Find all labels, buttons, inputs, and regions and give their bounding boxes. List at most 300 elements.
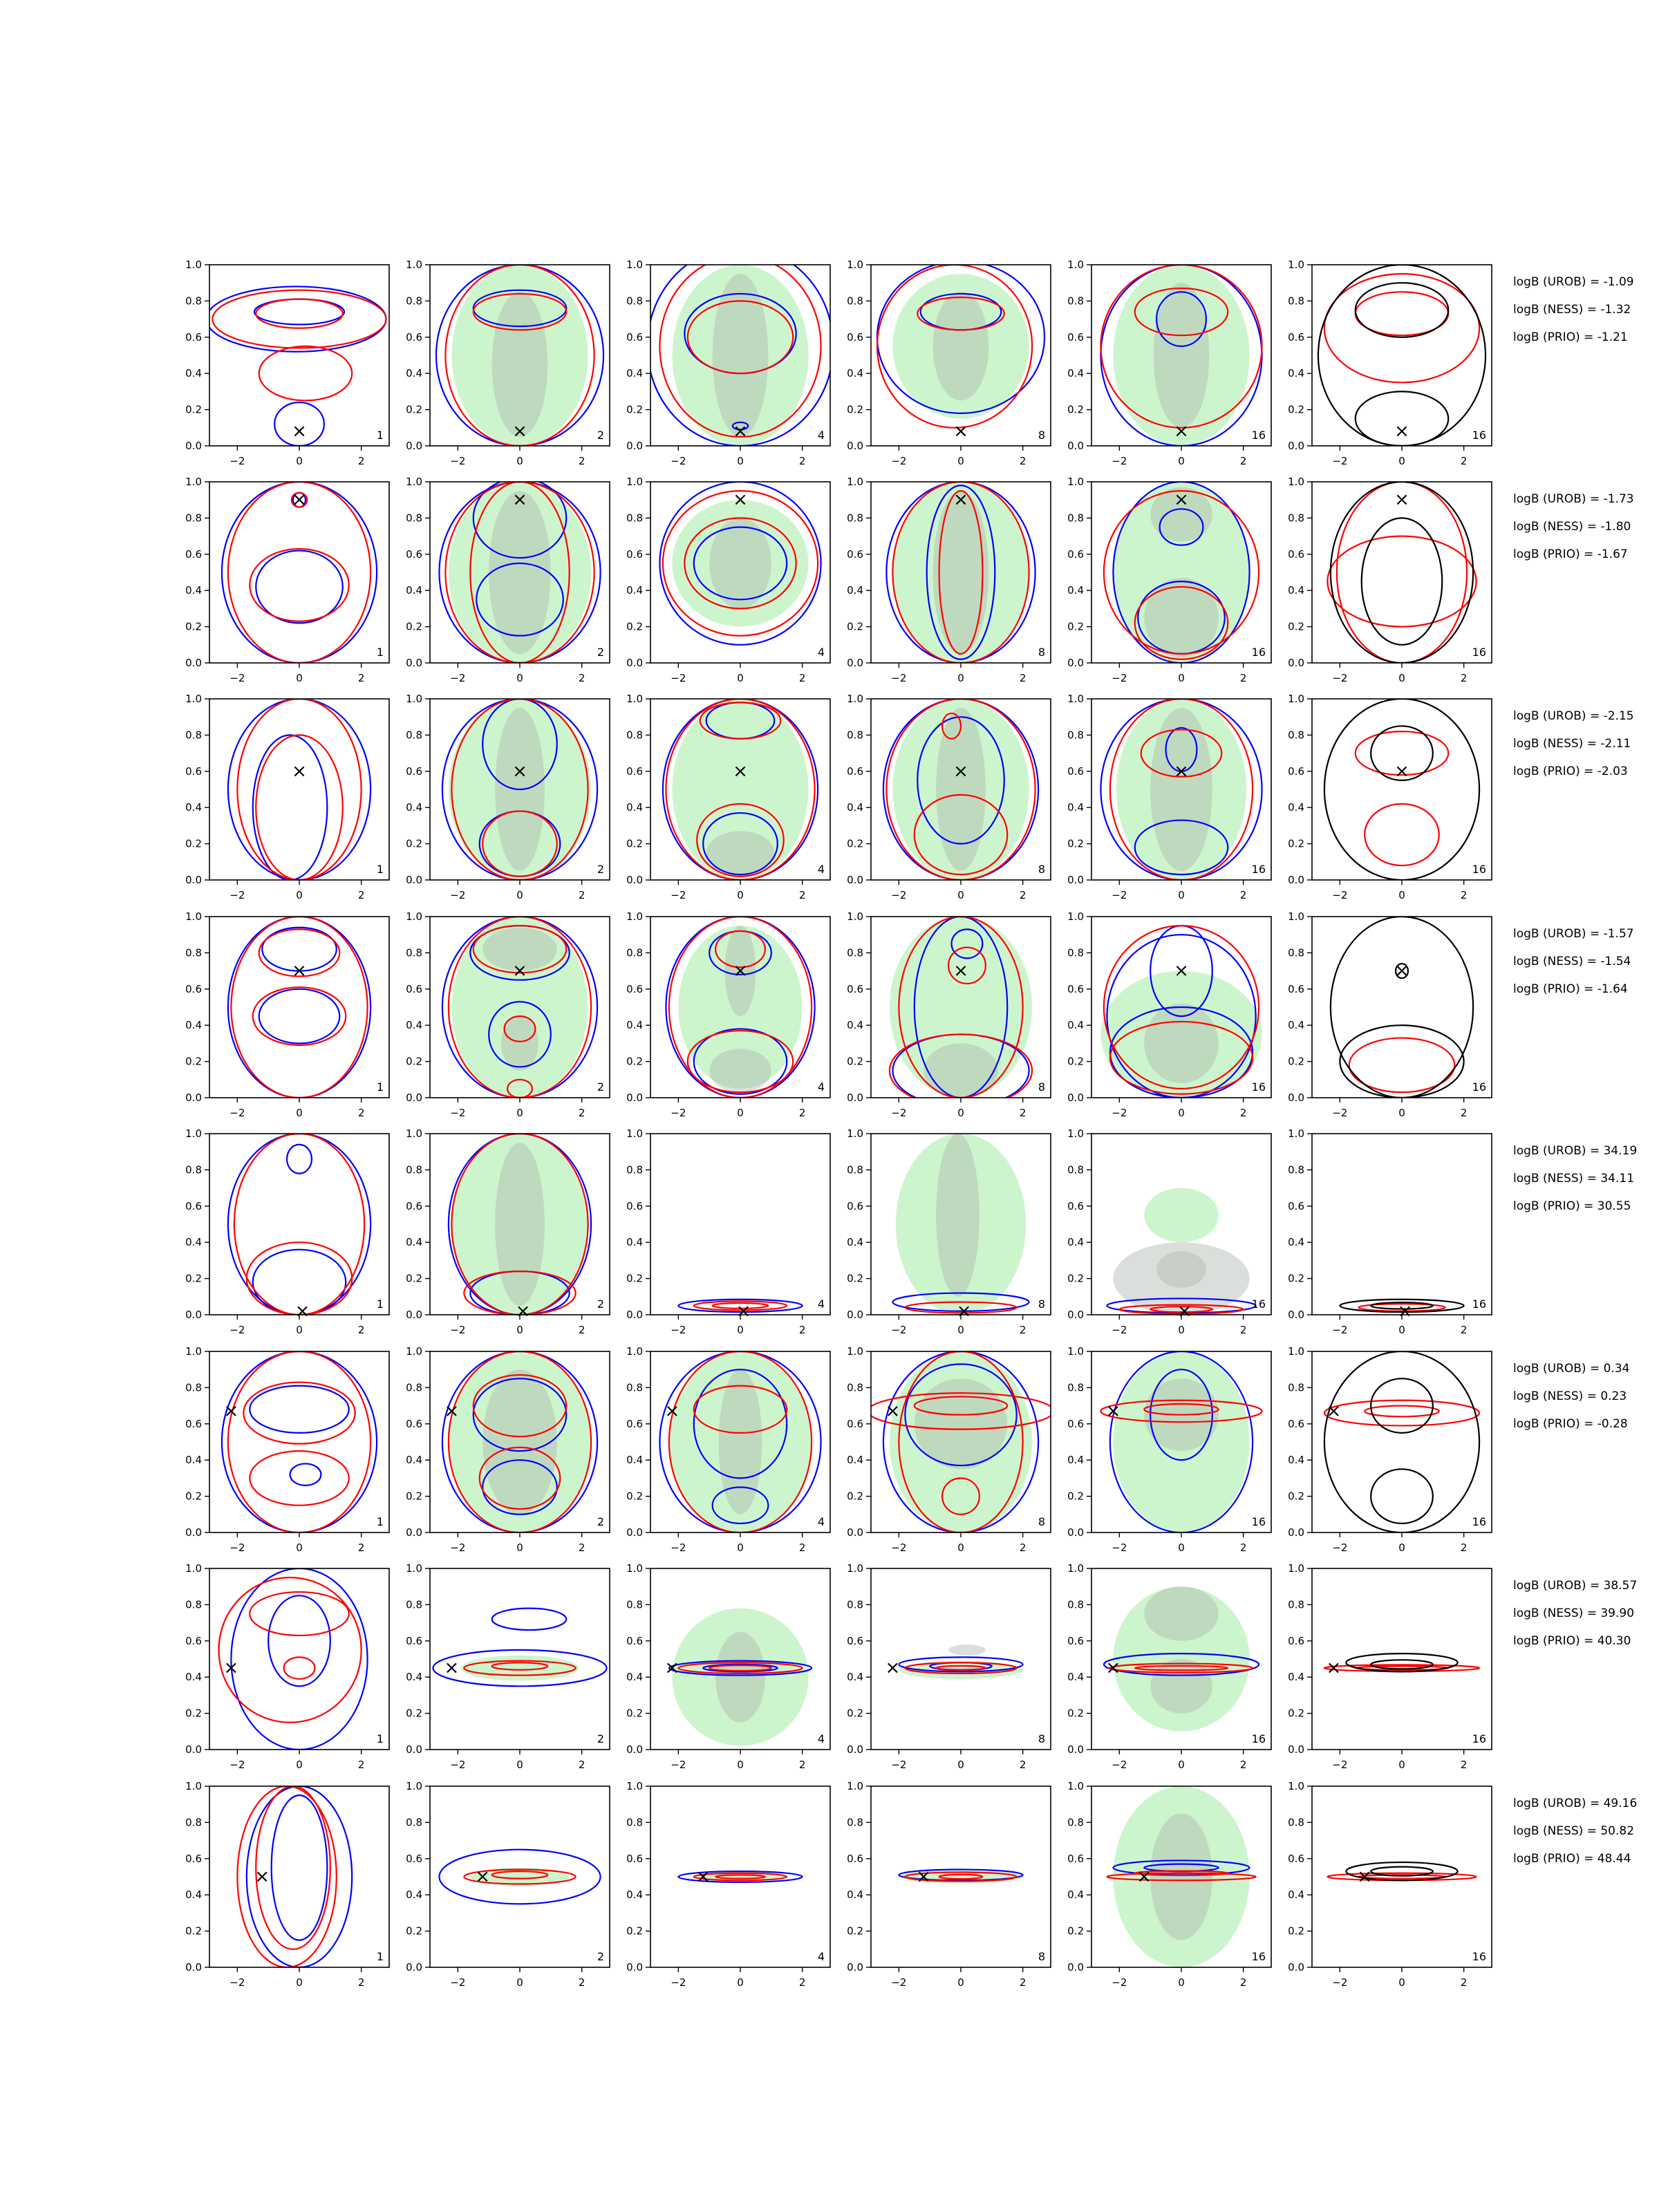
y-tick-label: 0.0 <box>626 1091 643 1104</box>
y-tick-label: 0.0 <box>847 1526 863 1539</box>
logb-annotation: logB (NESS) = 39.90 <box>1513 1606 1635 1620</box>
y-tick-label: 1.0 <box>626 1780 643 1792</box>
y-tick-label: 0.0 <box>185 1961 202 1974</box>
y-tick-label: 0.2 <box>406 1924 422 1938</box>
panel-count-label: 8 <box>1038 1515 1045 1528</box>
y-tick-label: 0.4 <box>406 1671 422 1684</box>
panel-r1-c5 <box>1067 259 1271 467</box>
truth-marker: × <box>292 489 307 511</box>
y-tick-label: 0.2 <box>1288 1924 1304 1938</box>
axes-frame <box>209 699 389 880</box>
plot-area <box>1318 265 1485 446</box>
panel-r1-c4 <box>847 259 1051 467</box>
y-tick-label: 0.4 <box>847 367 863 380</box>
x-tick-label: 2 <box>798 1759 806 1771</box>
x-tick-label: 0 <box>516 1976 523 1989</box>
y-tick-label: 1.0 <box>1288 259 1304 271</box>
y-tick-label: 1.0 <box>847 693 863 705</box>
x-tick-label: −2 <box>450 1107 466 1119</box>
x-tick-label: −2 <box>671 889 686 901</box>
panel-count-label: 16 <box>1251 1515 1266 1528</box>
panel-count-label: 1 <box>376 429 384 442</box>
y-tick-label: 1.0 <box>406 1562 422 1575</box>
panel-r8-c6 <box>1288 1780 1492 1989</box>
x-tick-label: −2 <box>671 1976 686 1989</box>
y-tick-label: 0.2 <box>185 1055 202 1068</box>
y-tick-label: 0.0 <box>1288 1961 1304 1974</box>
density-fill <box>948 1644 986 1656</box>
panel-r2-c5 <box>1067 476 1271 684</box>
panel-count-label: 4 <box>817 1950 825 1963</box>
truth-marker: × <box>515 1300 531 1322</box>
x-tick-label: 2 <box>357 1324 365 1336</box>
density-fill <box>489 491 551 654</box>
panel-count-label: 2 <box>597 1950 604 1963</box>
plot-area <box>899 1644 1022 1679</box>
red-contour <box>234 1134 364 1315</box>
x-tick-label: 2 <box>357 1541 365 1554</box>
y-tick-label: 0.2 <box>1288 1272 1304 1285</box>
x-tick-label: 2 <box>1460 1107 1468 1119</box>
plot-area <box>1107 1786 1255 1967</box>
x-tick-label: −2 <box>891 672 907 684</box>
panel-count-label: 16 <box>1251 863 1266 876</box>
panel-count-label: 8 <box>1038 1950 1045 1963</box>
y-tick-label: 0.4 <box>847 801 863 814</box>
x-tick-label: 0 <box>296 889 303 901</box>
density-fill <box>933 292 989 400</box>
y-tick-label: 0.4 <box>1067 367 1084 380</box>
x-tick-label: −2 <box>450 889 466 901</box>
blue-contour <box>259 989 340 1044</box>
x-tick-label: 0 <box>516 1541 523 1554</box>
truth-marker: × <box>1326 1658 1342 1679</box>
x-tick-label: 2 <box>578 455 585 467</box>
density-fill <box>1150 1813 1212 1940</box>
y-tick-label: 1.0 <box>1067 1562 1084 1575</box>
y-tick-label: 0.4 <box>1288 367 1304 380</box>
y-tick-label: 0.2 <box>1288 1707 1304 1720</box>
x-tick-label: −2 <box>671 1541 686 1554</box>
logb-annotation: logB (PRIO) = 40.30 <box>1513 1634 1631 1648</box>
y-tick-label: 0.0 <box>1288 657 1304 669</box>
y-tick-label: 1.0 <box>1067 693 1084 705</box>
y-tick-label: 1.0 <box>406 910 422 923</box>
plot-area <box>877 261 1044 428</box>
y-tick-label: 1.0 <box>406 259 422 271</box>
y-tick-label: 0.6 <box>626 765 643 778</box>
y-tick-label: 0.6 <box>406 765 422 778</box>
logb-annotation: logB (NESS) = -2.11 <box>1513 737 1631 751</box>
panel-r4-c3 <box>626 910 830 1119</box>
logb-annotation: logB (PRIO) = 48.44 <box>1513 1852 1631 1866</box>
y-tick-label: 0.8 <box>1067 512 1084 525</box>
y-tick-label: 0.6 <box>626 1199 643 1212</box>
panel-r7-c4 <box>847 1562 1051 1771</box>
y-tick-label: 0.4 <box>626 1454 643 1467</box>
y-tick-label: 1.0 <box>626 476 643 488</box>
density-fill <box>709 1049 771 1092</box>
x-tick-label: 0 <box>737 455 744 467</box>
y-tick-label: 0.0 <box>1067 1309 1084 1321</box>
x-tick-label: −2 <box>229 1541 245 1554</box>
panel-count-label: 16 <box>1472 1297 1486 1311</box>
y-tick-label: 0.2 <box>626 403 643 416</box>
y-tick-label: 0.2 <box>185 1272 202 1285</box>
plot-area <box>1327 1862 1476 1880</box>
y-tick-label: 0.0 <box>626 874 643 886</box>
panel-r1-c3 <box>626 247 833 467</box>
y-tick-label: 0.0 <box>626 657 643 669</box>
y-tick-label: 0.8 <box>1288 946 1304 959</box>
x-tick-label: 2 <box>798 1541 806 1554</box>
truth-marker: × <box>953 421 968 442</box>
y-tick-label: 0.8 <box>626 1598 643 1611</box>
plot-area <box>228 1134 371 1315</box>
x-tick-label: 2 <box>798 1976 806 1989</box>
black-contour <box>1356 283 1448 337</box>
panel-r2-c6 <box>1288 476 1492 684</box>
panel-r7-c3 <box>626 1562 830 1771</box>
y-tick-label: 1.0 <box>185 1345 202 1358</box>
y-tick-label: 0.8 <box>1067 729 1084 742</box>
x-tick-label: 0 <box>1398 1976 1405 1989</box>
y-tick-label: 0.0 <box>1067 1526 1084 1539</box>
panel-r3-c1 <box>185 693 389 901</box>
x-tick-label: −2 <box>1112 455 1127 467</box>
panel-count-label: 1 <box>376 1297 384 1311</box>
y-tick-label: 0.2 <box>1067 620 1084 633</box>
y-tick-label: 0.4 <box>406 1454 422 1467</box>
y-tick-label: 0.2 <box>406 837 422 850</box>
x-tick-label: 0 <box>1178 1976 1185 1989</box>
red-contour <box>256 735 343 880</box>
truth-marker: × <box>1177 1300 1192 1322</box>
red-contour <box>1365 804 1439 865</box>
y-tick-label: 0.8 <box>847 1816 863 1829</box>
x-tick-label: 0 <box>296 1107 303 1119</box>
y-tick-label: 0.8 <box>1067 294 1084 308</box>
x-tick-label: 0 <box>957 1759 964 1771</box>
y-tick-label: 0.0 <box>1067 1961 1084 1974</box>
y-tick-label: 0.8 <box>406 1381 422 1394</box>
y-tick-label: 0.6 <box>185 547 202 561</box>
y-tick-label: 0.0 <box>406 874 422 886</box>
panel-r4-c5 <box>1067 910 1271 1119</box>
panel-r5-c1 <box>185 1127 389 1336</box>
y-tick-label: 0.2 <box>626 837 643 850</box>
logb-annotation: logB (UROB) = -2.15 <box>1513 709 1634 723</box>
truth-marker: × <box>953 489 968 511</box>
blue-contour <box>228 1134 371 1315</box>
x-tick-label: 2 <box>1019 672 1027 684</box>
plot-area <box>442 699 597 880</box>
x-tick-label: −2 <box>450 1759 466 1771</box>
x-tick-label: 0 <box>1398 455 1405 467</box>
y-tick-label: 0.4 <box>1288 1236 1304 1249</box>
x-tick-label: −2 <box>1112 1759 1127 1771</box>
x-tick-label: 0 <box>1398 889 1405 901</box>
y-tick-label: 0.2 <box>185 620 202 633</box>
truth-marker: × <box>953 760 968 782</box>
x-tick-label: 2 <box>1460 1976 1468 1989</box>
plot-area <box>868 1351 1054 1533</box>
x-tick-label: −2 <box>450 1324 466 1336</box>
panel-r3-c2 <box>406 693 610 901</box>
y-tick-label: 1.0 <box>1288 910 1304 923</box>
y-tick-label: 0.4 <box>185 1671 202 1684</box>
panel-count-label: 1 <box>376 1515 384 1528</box>
truth-marker: × <box>916 1866 932 1887</box>
panel-count-label: 1 <box>376 1950 384 1963</box>
truth-marker: × <box>475 1866 491 1887</box>
x-tick-label: −2 <box>1112 1541 1127 1554</box>
y-tick-label: 0.2 <box>847 837 863 850</box>
y-tick-label: 0.8 <box>847 1163 863 1177</box>
x-tick-label: −2 <box>1112 672 1127 684</box>
y-tick-label: 0.4 <box>406 801 422 814</box>
truth-marker: × <box>1174 421 1189 442</box>
y-tick-label: 0.0 <box>626 1309 643 1321</box>
panel-count-label: 2 <box>597 429 604 442</box>
panel-count-label: 4 <box>817 863 825 876</box>
y-tick-label: 0.2 <box>626 1272 643 1285</box>
y-tick-label: 0.8 <box>847 1381 863 1394</box>
y-tick-label: 0.6 <box>1067 982 1084 995</box>
y-tick-label: 0.6 <box>185 1634 202 1647</box>
x-tick-label: 2 <box>578 889 585 901</box>
y-tick-label: 0.0 <box>1067 440 1084 452</box>
density-fill <box>1156 1251 1206 1287</box>
y-tick-label: 0.2 <box>1288 1055 1304 1068</box>
y-tick-label: 0.0 <box>1288 1526 1304 1539</box>
y-tick-label: 0.8 <box>185 1381 202 1394</box>
density-fill <box>713 274 769 437</box>
x-tick-label: 2 <box>1019 889 1027 901</box>
plot-area <box>1324 699 1479 880</box>
y-tick-label: 0.8 <box>626 1816 643 1829</box>
y-tick-label: 0.4 <box>626 1236 643 1249</box>
y-tick-label: 0.0 <box>847 1309 863 1321</box>
y-tick-label: 1.0 <box>1288 1562 1304 1575</box>
x-tick-label: 2 <box>1239 1759 1247 1771</box>
x-tick-label: 2 <box>578 1541 585 1554</box>
x-tick-label: 0 <box>957 455 964 467</box>
x-tick-label: 2 <box>798 1107 806 1119</box>
panel-count-label: 16 <box>1251 1297 1266 1311</box>
panel-r2-c2 <box>406 476 610 684</box>
y-tick-label: 1.0 <box>847 1127 863 1140</box>
y-tick-label: 1.0 <box>1067 1345 1084 1358</box>
blue-contour <box>250 1386 348 1433</box>
y-tick-label: 0.0 <box>626 1526 643 1539</box>
x-tick-label: 0 <box>516 1107 523 1119</box>
x-tick-label: −2 <box>1332 1759 1348 1771</box>
y-tick-label: 0.2 <box>1067 1490 1084 1503</box>
y-tick-label: 0.8 <box>1288 1598 1304 1611</box>
y-tick-label: 0.0 <box>1288 440 1304 452</box>
x-tick-label: −2 <box>671 455 686 467</box>
y-tick-label: 0.6 <box>406 547 422 561</box>
y-tick-label: 0.4 <box>1067 1019 1084 1032</box>
blue-contour <box>228 917 371 1098</box>
truth-marker: × <box>1326 1400 1342 1422</box>
plot-area <box>1324 1351 1479 1533</box>
y-tick-label: 0.0 <box>185 874 202 886</box>
panel-r5-c4 <box>847 1127 1051 1336</box>
y-tick-label: 0.2 <box>406 1272 422 1285</box>
axes-frame <box>209 265 389 446</box>
blue-contour <box>290 1463 321 1485</box>
x-tick-label: −2 <box>891 889 907 901</box>
truth-marker: × <box>733 421 748 442</box>
x-tick-label: −2 <box>229 889 245 901</box>
panel-count-label: 2 <box>597 863 604 876</box>
y-tick-label: 0.6 <box>626 1417 643 1430</box>
x-tick-label: −2 <box>671 1759 686 1771</box>
y-tick-label: 0.8 <box>847 294 863 308</box>
y-tick-label: 0.4 <box>185 1454 202 1467</box>
y-tick-label: 0.4 <box>847 1019 863 1032</box>
y-tick-label: 0.0 <box>847 1961 863 1974</box>
truth-marker: × <box>1136 1866 1152 1887</box>
x-tick-label: 0 <box>737 1324 744 1336</box>
density-fill <box>1154 283 1210 428</box>
density-fill <box>1150 1659 1212 1714</box>
y-tick-label: 0.8 <box>406 1598 422 1611</box>
y-tick-label: 0.6 <box>1288 1634 1304 1647</box>
y-tick-label: 0.0 <box>847 874 863 886</box>
y-tick-label: 1.0 <box>1067 1780 1084 1792</box>
y-tick-label: 0.4 <box>406 367 422 380</box>
y-tick-label: 0.2 <box>626 1490 643 1503</box>
y-tick-label: 0.0 <box>185 657 202 669</box>
y-tick-label: 0.0 <box>1288 874 1304 886</box>
y-tick-label: 0.0 <box>406 1526 422 1539</box>
y-tick-label: 0.6 <box>847 1199 863 1212</box>
density-fill <box>482 1369 557 1515</box>
x-tick-label: 2 <box>1460 455 1468 467</box>
y-tick-label: 0.8 <box>626 946 643 959</box>
x-tick-label: −2 <box>891 455 907 467</box>
x-tick-label: −2 <box>229 672 245 684</box>
y-tick-label: 0.2 <box>847 403 863 416</box>
truth-marker: × <box>664 1400 680 1422</box>
y-tick-label: 0.6 <box>847 1852 863 1865</box>
x-tick-label: 0 <box>1178 889 1185 901</box>
y-tick-label: 0.8 <box>1288 512 1304 525</box>
panel-count-label: 16 <box>1251 1080 1266 1094</box>
y-tick-label: 1.0 <box>1067 259 1084 271</box>
panel-r2-c4 <box>847 476 1051 684</box>
y-tick-label: 0.0 <box>626 1961 643 1974</box>
truth-marker: × <box>512 421 527 442</box>
logb-annotation: logB (NESS) = -1.32 <box>1513 303 1631 317</box>
axes-frame <box>209 917 389 1098</box>
panel-count-label: 2 <box>597 1732 604 1745</box>
panel-r6-c5 <box>1067 1345 1271 1554</box>
density-fill <box>936 1134 980 1297</box>
y-tick-label: 0.8 <box>847 729 863 742</box>
plot-area <box>1324 1653 1479 1671</box>
y-tick-label: 0.8 <box>185 1816 202 1829</box>
red-contour <box>253 987 346 1045</box>
x-tick-label: 2 <box>1239 1324 1247 1336</box>
plot-area <box>1100 265 1262 446</box>
x-tick-label: −2 <box>891 1759 907 1771</box>
axes-frame <box>1312 1786 1492 1967</box>
y-tick-label: 1.0 <box>1067 1127 1084 1140</box>
y-tick-label: 0.8 <box>626 729 643 742</box>
density-fill <box>461 1656 579 1681</box>
y-tick-label: 1.0 <box>1067 476 1084 488</box>
y-tick-label: 0.2 <box>185 1924 202 1938</box>
y-tick-label: 0.4 <box>1067 584 1084 597</box>
y-tick-label: 0.8 <box>626 294 643 308</box>
blue-contour <box>492 1609 567 1630</box>
y-tick-label: 0.8 <box>1067 1816 1084 1829</box>
y-tick-label: 0.0 <box>185 1526 202 1539</box>
y-tick-label: 0.6 <box>185 765 202 778</box>
truth-marker: × <box>735 1300 751 1322</box>
panel-count-label: 16 <box>1472 1732 1486 1745</box>
y-tick-label: 0.8 <box>406 512 422 525</box>
y-tick-label: 0.4 <box>847 584 863 597</box>
y-tick-label: 0.6 <box>626 1634 643 1647</box>
truth-marker: × <box>292 421 307 442</box>
panel-count-label: 16 <box>1472 863 1486 876</box>
y-tick-label: 0.8 <box>1288 1816 1304 1829</box>
y-tick-label: 0.0 <box>406 1091 422 1104</box>
density-fill <box>501 1016 538 1071</box>
y-tick-label: 0.2 <box>1067 403 1084 416</box>
y-tick-label: 0.4 <box>626 1888 643 1902</box>
y-tick-label: 0.4 <box>406 1888 422 1902</box>
y-tick-label: 1.0 <box>626 1127 643 1140</box>
y-tick-label: 0.0 <box>185 1743 202 1756</box>
x-tick-label: 0 <box>1398 1107 1405 1119</box>
y-tick-label: 0.6 <box>626 547 643 561</box>
y-tick-label: 0.4 <box>1288 1454 1304 1467</box>
y-tick-label: 0.0 <box>847 657 863 669</box>
blue-contour <box>207 286 386 351</box>
x-tick-label: 0 <box>1398 1324 1405 1336</box>
y-tick-label: 0.2 <box>185 403 202 416</box>
x-tick-label: 0 <box>1178 455 1185 467</box>
logb-annotation: logB (UROB) = 34.19 <box>1513 1144 1638 1158</box>
x-tick-label: −2 <box>1332 1541 1348 1554</box>
x-tick-label: −2 <box>1332 1976 1348 1989</box>
y-tick-label: 0.0 <box>847 1091 863 1104</box>
plot-area <box>1104 1586 1259 1732</box>
truth-marker: × <box>664 1658 680 1679</box>
y-tick-label: 0.8 <box>847 1598 863 1611</box>
density-fill <box>492 292 548 437</box>
logb-annotation: logB (UROB) = 38.57 <box>1513 1579 1638 1593</box>
logb-annotation: logB (PRIO) = -1.67 <box>1513 547 1628 561</box>
x-tick-label: 2 <box>357 889 365 901</box>
x-tick-label: 2 <box>1460 672 1468 684</box>
panel-r1-c1 <box>185 259 389 467</box>
y-tick-label: 0.8 <box>185 946 202 959</box>
logb-annotation: logB (NESS) = 50.82 <box>1513 1824 1635 1838</box>
panel-count-label: 8 <box>1038 1297 1045 1311</box>
plot-area <box>1100 699 1262 880</box>
x-tick-label: −2 <box>671 1324 686 1336</box>
red-contour <box>250 1592 348 1635</box>
panel-r8-c1 <box>185 1780 389 1989</box>
x-tick-label: 0 <box>1178 1324 1185 1336</box>
